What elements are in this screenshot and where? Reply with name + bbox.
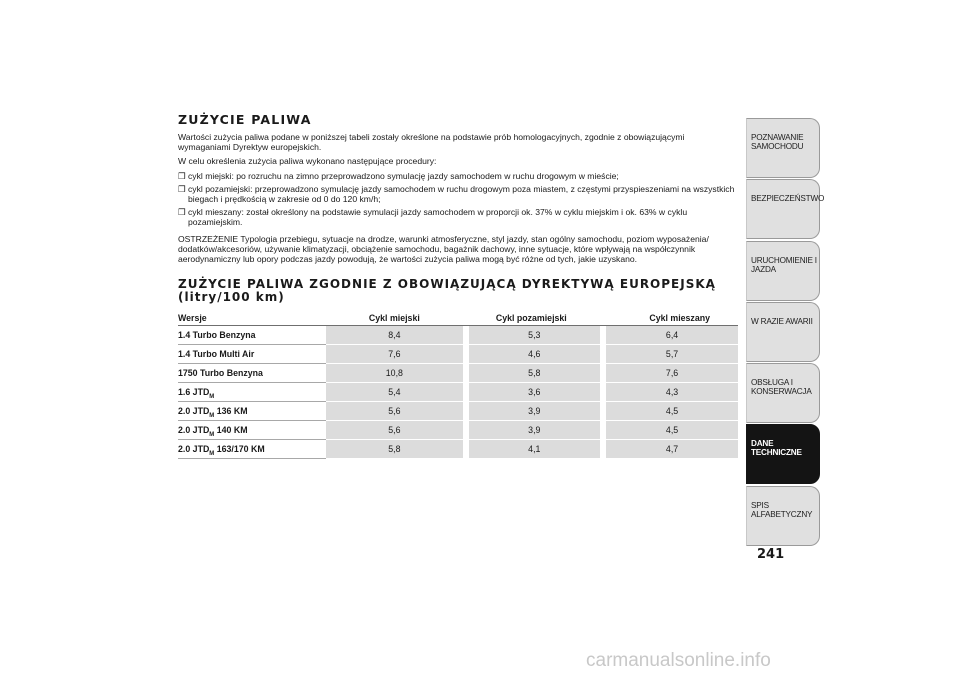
version-cell: 2.0 $JTD_M$ 140 KM xyxy=(178,421,326,440)
table-title xyxy=(178,278,738,303)
fuel-consumption-table xyxy=(178,310,738,459)
combined-cycle-cell: 5,7 xyxy=(600,345,738,364)
chapter-tab[interactable]: POZNAWANIE SAMOCHODU xyxy=(746,118,820,178)
section-title: ZUŻYCIE PALIWA xyxy=(178,112,312,127)
procedure-list xyxy=(178,171,738,228)
table-row xyxy=(178,364,738,383)
chapter-tab[interactable]: SPIS ALFABETYCZNY xyxy=(746,486,820,546)
procedure-item: ❒ cykl mieszany: został określony na podstawie symulacji jazdy samochodem w proporcji ok. 37% w cyklu miejskim i ok. 63% w cyklu pozamiejskim. xyxy=(178,207,688,228)
city-cycle-cell: 5,6 xyxy=(326,421,462,440)
combined-cycle-cell: 4,7 xyxy=(600,440,738,459)
city-cycle-cell: 5,8 xyxy=(326,440,462,459)
watermark: carmanualsonline.info xyxy=(586,650,771,671)
table-row xyxy=(178,345,738,364)
combined-cycle-cell: 6,4 xyxy=(600,326,738,345)
version-cell: 1750 Turbo Benzyna xyxy=(178,364,326,383)
page-content xyxy=(178,112,738,459)
chapter-tab[interactable]: URUCHOMIENIE I JAZDA xyxy=(746,241,820,301)
table-body xyxy=(178,326,738,459)
checkbox-bullet-icon: ❒ xyxy=(178,183,186,194)
header-versions: Wersje xyxy=(178,310,326,326)
extra-urban-cycle-cell: 5,3 xyxy=(463,326,601,345)
combined-cycle-cell: 4,5 xyxy=(600,421,738,440)
chapter-tab[interactable]: OBSŁUGA I KONSERWACJA xyxy=(746,363,820,423)
page-number: 241 xyxy=(757,547,785,562)
checkbox-bullet-icon: ❒ xyxy=(178,207,186,218)
city-cycle-cell: 5,4 xyxy=(326,383,462,402)
combined-cycle-cell: 7,6 xyxy=(600,364,738,383)
table-title-line2: (litry/100 km) xyxy=(178,289,285,304)
table-row xyxy=(178,421,738,440)
chapter-tabs xyxy=(746,118,825,547)
table-row xyxy=(178,440,738,459)
header-extra-urban-cycle: Cykl pozamiejski xyxy=(463,310,601,326)
city-cycle-cell: 7,6 xyxy=(326,345,462,364)
version-cell: 1.6 $JTD_M$ xyxy=(178,383,326,402)
table-row xyxy=(178,383,738,402)
city-cycle-cell: 10,8 xyxy=(326,364,462,383)
combined-cycle-cell: 4,5 xyxy=(600,402,738,421)
version-cell: 1.4 Turbo Multi Air xyxy=(178,345,326,364)
extra-urban-cycle-cell: 4,6 xyxy=(463,345,601,364)
table-header-row xyxy=(178,310,738,326)
chapter-tab[interactable]: W RAZIE AWARII xyxy=(746,302,820,362)
city-cycle-cell: 5,6 xyxy=(326,402,462,421)
extra-urban-cycle-cell: 5,8 xyxy=(463,364,601,383)
extra-urban-cycle-cell: 4,1 xyxy=(463,440,601,459)
extra-urban-cycle-cell: 3,6 xyxy=(463,383,601,402)
combined-cycle-cell: 4,3 xyxy=(600,383,738,402)
city-cycle-cell: 8,4 xyxy=(326,326,462,345)
header-combined-cycle: Cykl mieszany xyxy=(600,310,738,326)
checkbox-bullet-icon: ❒ xyxy=(178,170,186,181)
version-cell: 1.4 Turbo Benzyna xyxy=(178,326,326,345)
table-row xyxy=(178,326,738,345)
table-row xyxy=(178,402,738,421)
warning-paragraph: OSTRZEŻENIE Typologia przebiegu, sytuacje na drodze, warunki atmosferyczne, styl jazdy, stan ogólny samochodu, poziom wyposażenia/ dodatków/akcesoriów, używanie klimatyzacji, obciążenie samochodu, bagażnik dachowy, inne sytuacje, które wpływają na współczynnik aerodynamiczny lub opory podczas jazdy powodują, że wartości zużycia paliwa mogą być różne od tych, jakie uzyskano. xyxy=(178,233,709,265)
extra-urban-cycle-cell: 3,9 xyxy=(463,421,601,440)
extra-urban-cycle-cell: 3,9 xyxy=(463,402,601,421)
table-title-line1: ZUŻYCIE PALIWA ZGODNIE Z OBOWIĄZUJĄCĄ DYREKTYWĄ EUROPEJSKĄ xyxy=(178,277,716,292)
chapter-tab[interactable]: DANE TECHNICZNE xyxy=(746,424,820,484)
version-cell: 2.0 $JTD_M$ 163/170 KM xyxy=(178,440,326,459)
procedure-item: ❒ cykl pozamiejski: przeprowadzono symulację jazdy samochodem w ruchu drogowym poza miastem, z częstymi przyspieszeniami na wszystkich biegach i prędkością w zakresie od 0 do 120 km/h; xyxy=(178,183,735,205)
chapter-tab[interactable]: BEZPIECZEŃSTWO xyxy=(746,179,820,239)
header-city-cycle: Cykl miejski xyxy=(326,310,462,326)
procedures-intro: W celu określenia zużycia paliwa wykonano następujące procedury: xyxy=(178,156,437,167)
procedure-item: ❒ cykl miejski: po rozruchu na zimno przeprowadzono symulację jazdy samochodem w ruchu drogowym w mieście; xyxy=(178,170,619,181)
version-cell: 2.0 $JTD_M$ 136 KM xyxy=(178,402,326,421)
intro-paragraph: Wartości zużycia paliwa podane w poniższej tabeli zostały określone na podstawie prób homologacyjnych, zgodnie z obowiązującymi wymaganiami Dyrektyw europejskich. xyxy=(178,132,685,153)
